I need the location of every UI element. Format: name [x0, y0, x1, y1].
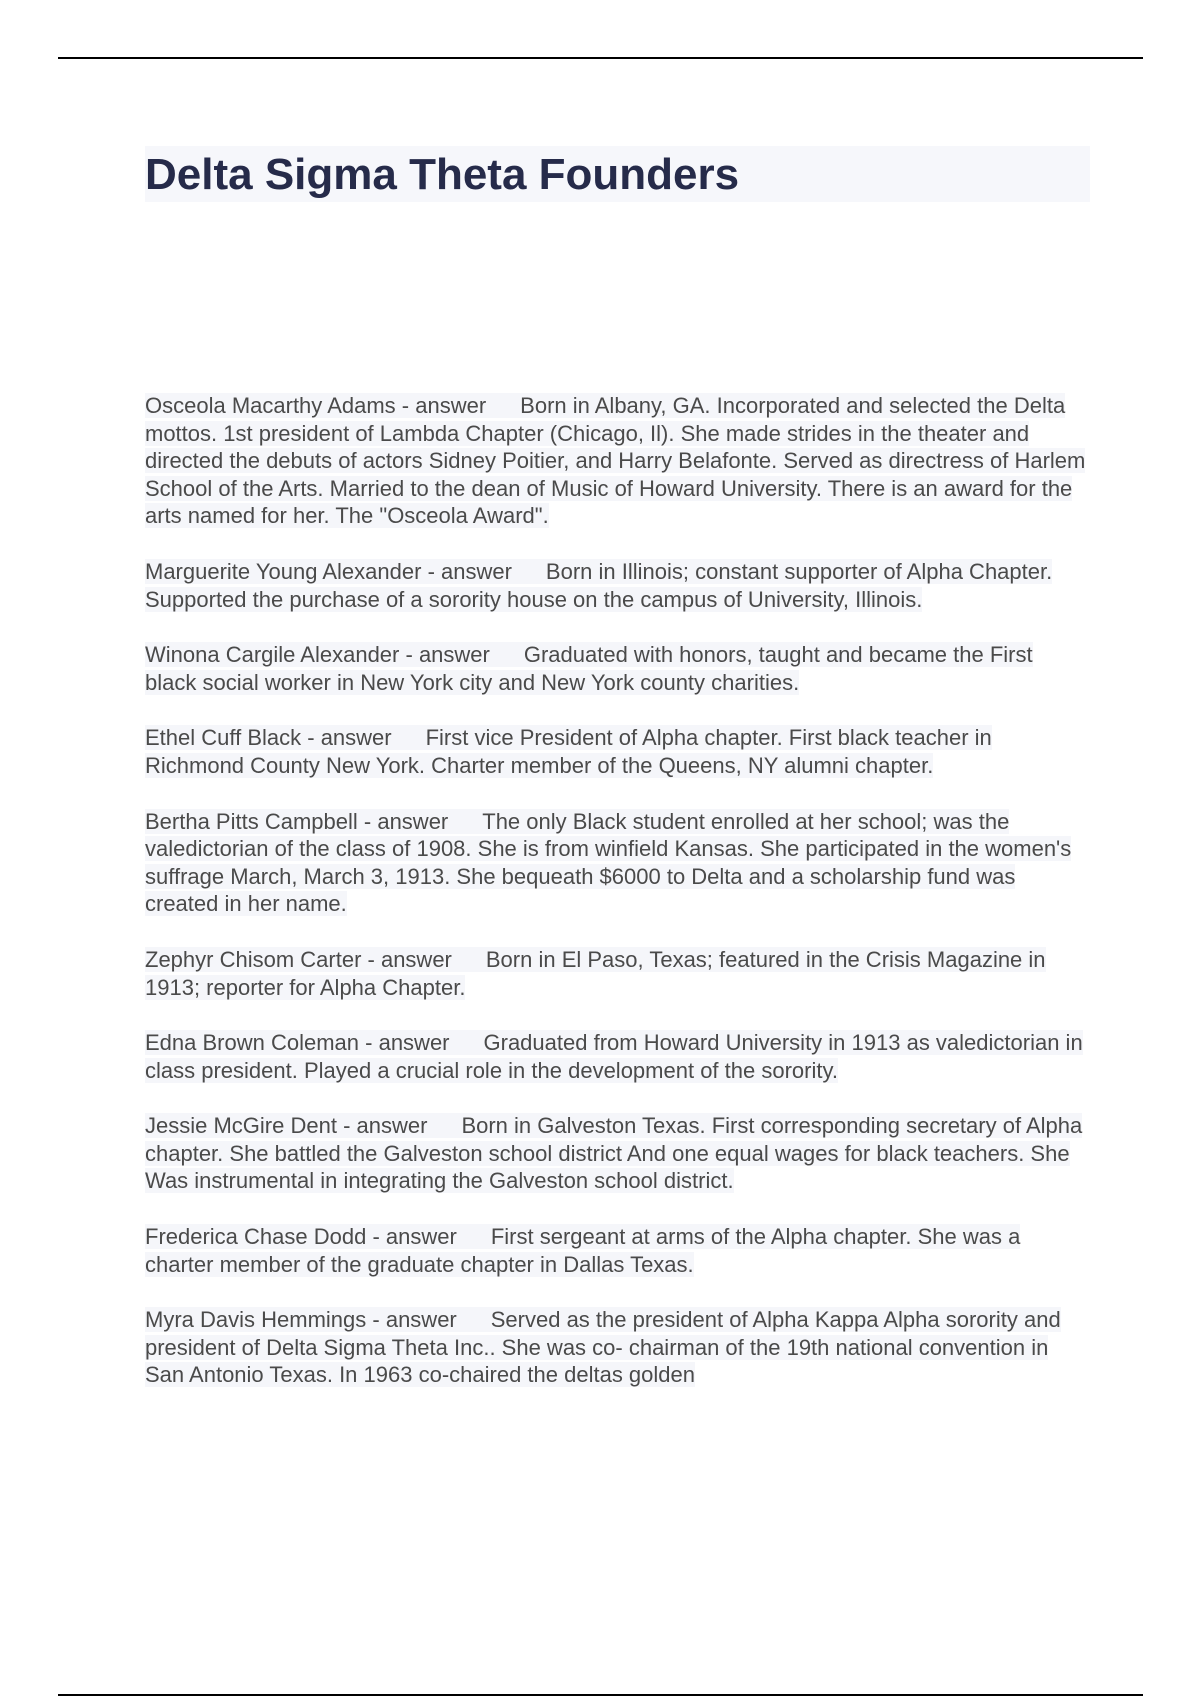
entry-separator: - answer	[367, 946, 452, 972]
entry-term: Zephyr Chisom Carter	[145, 946, 362, 972]
entry-separator: - answer	[401, 393, 487, 418]
entry-separator: - answer	[427, 558, 512, 584]
list-item	[145, 1112, 1090, 1195]
entry-list	[145, 392, 1090, 1389]
top-rule	[58, 57, 1143, 59]
entry-definition: First vice President of Alpha chapter. First black teacher in Richmond County New York. Charter member of the Queens, NY alumni chapter.	[145, 725, 992, 778]
entry-separator: - answer	[365, 1030, 450, 1056]
entry-term: Marguerite Young Alexander	[145, 558, 422, 584]
entry-definition: Born in Galveston Texas. First corresponding secretary of Alpha chapter. She battled the Galveston school district And one equal wages for black teachers. She Was instrumental in integrating the Galveston school district.	[145, 1113, 1083, 1194]
list-item	[145, 641, 1090, 696]
page-title: Delta Sigma Theta Founders	[145, 146, 1090, 202]
entry-term: Osceola Macarthy Adams	[145, 393, 396, 418]
entry-term: Frederica Chase Dodd	[145, 1224, 367, 1250]
entry-term: Myra Davis Hemmings	[145, 1307, 367, 1333]
bottom-rule	[58, 1694, 1143, 1696]
entry-separator: - answer	[372, 1224, 457, 1250]
list-item	[145, 558, 1090, 613]
entry-definition: First sergeant at arms of the Alpha chapter. She was a charter member of the graduate chapter in Dallas Texas.	[145, 1224, 1021, 1277]
entry-definition: Graduated from Howard University in 1913 as valedictorian in class president. Played a crucial role in the development of the sorority.	[145, 1030, 1083, 1083]
entry-separator: - answer	[363, 808, 449, 834]
entry-separator: - answer	[372, 1307, 457, 1333]
entry-term: Winona Cargile Alexander	[145, 642, 400, 668]
entry-term: Ethel Cuff Black	[145, 725, 302, 751]
entry-separator: - answer	[405, 642, 490, 668]
entry-term: Edna Brown Coleman	[145, 1030, 360, 1056]
entry-separator: - answer	[343, 1113, 428, 1139]
document-body	[145, 146, 1090, 1417]
entry-term: Bertha Pitts Campbell	[145, 808, 358, 834]
entry-definition: Graduated with honors, taught and became the First black social worker in New York city and New York county charities.	[145, 642, 1033, 695]
list-item	[145, 1306, 1090, 1389]
entry-definition: Born in Illinois; constant supporter of Alpha Chapter. Supported the purchase of a sorority house on the campus of University, Illinois.	[145, 558, 1053, 612]
list-item	[145, 724, 1090, 779]
list-item	[145, 392, 1090, 530]
entry-definition: Born in Albany, GA. Incorporated and selected the Delta mottos. 1st president of Lambda Chapter (Chicago, Il). She made strides in the theater and directed the debuts of actors Sidney Poitier, and Harry Belafonte. Served as directress of Harlem School of the Arts. Married to the dean of Music of Howard University. There is an award for the arts named for her. The "Osceola Award".	[145, 393, 1086, 529]
list-item	[145, 1029, 1090, 1084]
entry-term: Jessie McGire Dent	[145, 1113, 337, 1139]
entry-definition: Born in El Paso, Texas; featured in the Crisis Magazine in 1913; reporter for Alpha Chapter.	[145, 946, 1046, 1000]
list-item	[145, 946, 1090, 1001]
list-item	[145, 808, 1090, 918]
list-item	[145, 1223, 1090, 1278]
entry-definition: The only Black student enrolled at her school; was the valedictorian of the class of 1908. She is from winfield Kansas. She participated in the women's suffrage March, March 3, 1913. She bequeath $6000 to Delta and a scholarship fund was created in her name.	[145, 808, 1072, 917]
entry-separator: - answer	[307, 725, 392, 751]
entry-definition: Served as the president of Alpha Kappa Alpha sorority and president of Delta Sigma Theta Inc.. She was co- chairman of the 19th national convention in San Antonio Texas. In 1963 co-chaired the deltas golden	[145, 1307, 1061, 1388]
